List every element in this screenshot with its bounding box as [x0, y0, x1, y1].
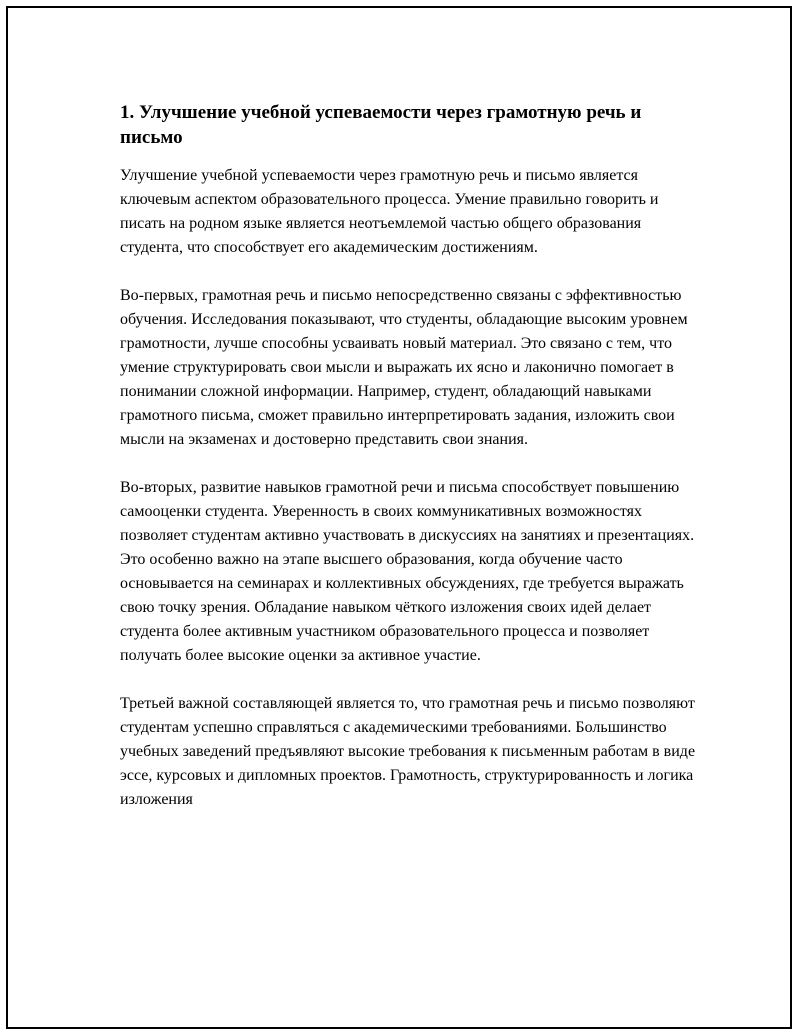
- page-frame: [6, 6, 792, 1029]
- document-body: [120, 100, 705, 836]
- paragraph-4: Третьей важной составляющей является то, что грамотная речь и письмо позволяют студентам успешно справляться с академическими требованиями. Большинство учебных заведений предъявляют высокие требования к письменным работам в виде эссе, курсовых и дипломных проектов. Грамотность, структурированность и логика изложения: [120, 695, 696, 808]
- section-heading: 1. Улучшение учебной успеваемости через грамотную речь и письмо: [120, 102, 642, 148]
- paragraph-3: Во-вторых, развитие навыков грамотной речи и письма способствует повышению самооценки студента. Уверенность в своих коммуникативных возможностях позволяет студентам активно участвовать в дискуссиях на занятиях и презентациях. Это особенно важно на этапе высшего образования, когда обучение часто основывается на семинарах и коллективных обсуждениях, где требуется выражать свою точку зрения. Обладание навыком чёткого изложения своих идей делает студента более активным участником образовательного процесса и позволяет получать более высокие оценки за активное участие.: [120, 479, 695, 664]
- paragraph-2: Во-первых, грамотная речь и письмо непосредственно связаны с эффективностью обучения. Исследования показывают, что студенты, обладающие высоким уровнем грамотности, лучше способны усваивать новый материал. Это связано с тем, что умение структурировать свои мысли и выражать их ясно и лаконично помогает в понимании сложной информации. Например, студент, обладающий навыками грамотного письма, сможет правильно интерпретировать задания, изложить свои мысли на экзаменах и достоверно представить свои знания.: [120, 287, 688, 448]
- paragraph-1: Улучшение учебной успеваемости через грамотную речь и письмо является ключевым аспектом образовательного процесса. Умение правильно говорить и писать на родном языке является неотъемлемой частью общего образования студента, что способствует его академическим достижениям.: [120, 167, 659, 256]
